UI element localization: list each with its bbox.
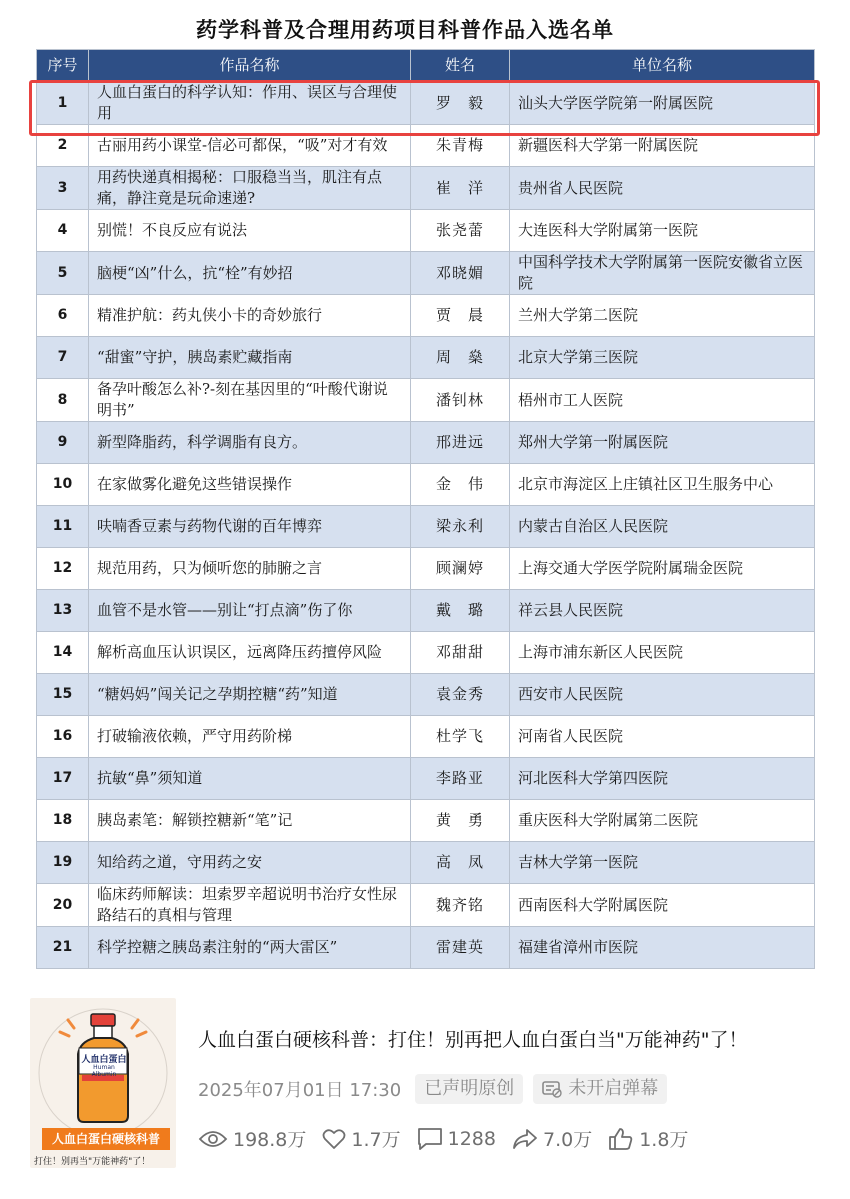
table-row (37, 632, 815, 674)
row-work-title: 呋喃香豆素与药物代谢的百年博弈 (89, 506, 411, 548)
danmaku-off-icon (542, 1080, 562, 1098)
row-author-name: 戴 璐 (411, 590, 510, 632)
table-row (37, 674, 815, 716)
row-index: 6 (37, 295, 89, 337)
table-row (37, 125, 815, 167)
row-index: 10 (37, 464, 89, 506)
row-author-name: 梁永利 (411, 506, 510, 548)
row-index: 7 (37, 337, 89, 379)
row-unit-name: 福建省漳州市医院 (510, 927, 815, 969)
row-work-title: 胰岛素笔：解锁控糖新“笔”记 (89, 800, 411, 842)
article-stats (198, 1125, 704, 1152)
article-thumbnail[interactable] (30, 998, 176, 1168)
column-header-unit: 单位名称 (510, 50, 815, 82)
row-author-name: 雷建英 (411, 927, 510, 969)
row-work-title: 别慌！不良反应有说法 (89, 210, 411, 252)
likes-count: 1.7万 (351, 1129, 401, 1151)
row-author-name: 贾 晨 (411, 295, 510, 337)
row-unit-name: 梧州市工人医院 (510, 379, 815, 422)
row-unit-name: 西南医科大学附属医院 (510, 884, 815, 927)
publish-date: 2025年07月01日 17:30 (198, 1080, 402, 1101)
row-work-title: 古丽用药小课堂-信必可都保，“吸”对才有效 (89, 125, 411, 167)
table-row (37, 82, 815, 125)
row-author-name: 崔 洋 (411, 167, 510, 210)
row-unit-name: 西安市人民医院 (510, 674, 815, 716)
row-work-title: 科学控糖之胰岛素注射的“两大雷区” (89, 927, 411, 969)
danmaku-badge-label: 未开启弹幕 (568, 1078, 659, 1099)
thumbnail-banner: 人血白蛋白硬核科普 (42, 1128, 170, 1150)
row-unit-name: 重庆医科大学附属第二医院 (510, 800, 815, 842)
views-stat (198, 1125, 306, 1152)
danmaku-badge[interactable] (533, 1074, 667, 1104)
comments-stat[interactable] (417, 1127, 496, 1151)
comments-count: 1288 (447, 1127, 496, 1150)
shares-count: 7.0万 (542, 1129, 593, 1151)
heart-icon (322, 1128, 346, 1150)
row-author-name: 顾澜婷 (411, 548, 510, 590)
row-index: 9 (37, 422, 89, 464)
row-author-name: 杜学飞 (411, 716, 510, 758)
selection-table (36, 49, 815, 969)
row-index: 12 (37, 548, 89, 590)
row-unit-name: 北京市海淀区上庄镇社区卫生服务中心 (510, 464, 815, 506)
original-badge (415, 1074, 523, 1104)
article-title[interactable]: 人血白蛋白硬核科普：打住！别再把人血白蛋白当"万能神药"了！ (198, 1029, 748, 1051)
row-index: 11 (37, 506, 89, 548)
row-work-title: 打破输液依赖，严守用药阶梯 (89, 716, 411, 758)
share-icon (512, 1128, 538, 1150)
row-author-name: 潘钊林 (411, 379, 510, 422)
table-row (37, 464, 815, 506)
article-meta (198, 1072, 677, 1106)
row-index: 20 (37, 884, 89, 927)
row-author-name: 朱青梅 (411, 125, 510, 167)
table-row (37, 295, 815, 337)
row-work-title: 规范用药，只为倾听您的肺腑之言 (89, 548, 411, 590)
row-work-title: “糖妈妈”闯关记之孕期控糖“药”知道 (89, 674, 411, 716)
table-row (37, 884, 815, 927)
table-row (37, 210, 815, 252)
row-index: 19 (37, 842, 89, 884)
row-index: 3 (37, 167, 89, 210)
row-index: 4 (37, 210, 89, 252)
row-unit-name: 大连医科大学附属第一医院 (510, 210, 815, 252)
row-index: 5 (37, 252, 89, 295)
row-work-title: 精准护航：药丸侠小卡的奇妙旅行 (89, 295, 411, 337)
row-unit-name: 吉林大学第一医院 (510, 842, 815, 884)
row-index: 1 (37, 82, 89, 125)
column-header-name: 姓名 (411, 50, 510, 82)
column-header-work: 作品名称 (89, 50, 411, 82)
table-row (37, 927, 815, 969)
row-unit-name: 北京大学第三医院 (510, 337, 815, 379)
row-index: 18 (37, 800, 89, 842)
row-index: 17 (37, 758, 89, 800)
row-unit-name: 河北医科大学第四医院 (510, 758, 815, 800)
thumbs-count: 1.8万 (639, 1129, 689, 1151)
row-unit-name: 新疆医科大学第一附属医院 (510, 125, 815, 167)
row-unit-name: 贵州省人民医院 (510, 167, 815, 210)
table-row (37, 842, 815, 884)
row-index: 8 (37, 379, 89, 422)
eye-icon (198, 1129, 228, 1149)
thumbs-up-icon (608, 1127, 634, 1151)
table-row (37, 422, 815, 464)
row-work-title: “甜蜜”守护，胰岛素贮藏指南 (89, 337, 411, 379)
row-author-name: 邢进远 (411, 422, 510, 464)
document-title: 药学科普及合理用药项目科普作品入选名单 (196, 18, 614, 42)
row-author-name: 黄 勇 (411, 800, 510, 842)
views-count: 198.8万 (233, 1129, 307, 1151)
article-card[interactable] (30, 998, 840, 1173)
row-work-title: 解析高血压认识误区，远离降压药擅停风险 (89, 632, 411, 674)
row-unit-name: 上海市浦东新区人民医院 (510, 632, 815, 674)
row-work-title: 脑梗“凶”什么，抗“栓”有妙招 (89, 252, 411, 295)
row-index: 15 (37, 674, 89, 716)
row-work-title: 人血白蛋白的科学认知：作用、误区与合理使用 (89, 82, 411, 125)
table-row (37, 337, 815, 379)
row-work-title: 备孕叶酸怎么补?-刻在基因里的“叶酸代谢说明书” (89, 379, 411, 422)
row-unit-name: 内蒙古自治区人民医院 (510, 506, 815, 548)
table-row (37, 506, 815, 548)
comment-icon (417, 1127, 443, 1151)
table-row (37, 252, 815, 295)
row-work-title: 抗敏“鼻”须知道 (89, 758, 411, 800)
row-unit-name: 中国科学技术大学附属第一医院安徽省立医院 (510, 252, 815, 295)
table-header-row (37, 50, 815, 82)
row-unit-name: 祥云县人民医院 (510, 590, 815, 632)
row-unit-name: 郑州大学第一附属医院 (510, 422, 815, 464)
table-body (37, 82, 815, 969)
row-author-name: 袁金秀 (411, 674, 510, 716)
table-row (37, 548, 815, 590)
row-author-name: 周 燊 (411, 337, 510, 379)
row-author-name: 高 凤 (411, 842, 510, 884)
row-unit-name: 河南省人民医院 (510, 716, 815, 758)
row-work-title: 临床药师解读：坦索罗辛超说明书治疗女性尿路结石的真相与管理 (89, 884, 411, 927)
row-index: 16 (37, 716, 89, 758)
row-index: 21 (37, 927, 89, 969)
original-badge-label: 已声明原创 (424, 1078, 515, 1099)
row-work-title: 在家做雾化避免这些错误操作 (89, 464, 411, 506)
bottle-label: 人血白蛋白 (81, 1055, 127, 1065)
table-row (37, 379, 815, 422)
row-index: 2 (37, 125, 89, 167)
table-row (37, 590, 815, 632)
row-work-title: 新型降脂药，科学调脂有良方。 (89, 422, 411, 464)
table-row (37, 758, 815, 800)
row-author-name: 张尧蕾 (411, 210, 510, 252)
row-unit-name: 兰州大学第二医院 (510, 295, 815, 337)
row-unit-name: 汕头大学医学院第一附属医院 (510, 82, 815, 125)
row-author-name: 邓晓媚 (411, 252, 510, 295)
row-author-name: 罗 毅 (411, 82, 510, 125)
row-work-title: 知给药之道，守用药之安 (89, 842, 411, 884)
shares-stat[interactable] (512, 1125, 592, 1152)
table-row (37, 167, 815, 210)
row-author-name: 魏齐铭 (411, 884, 510, 927)
row-author-name: 邓甜甜 (411, 632, 510, 674)
row-work-title: 血管不是水管——别让“打点滴”伤了你 (89, 590, 411, 632)
likes-stat[interactable] (322, 1125, 400, 1152)
thumbnail-caption: 打住！别再当"万能神药"了！ (34, 1157, 151, 1167)
table-row (37, 716, 815, 758)
row-work-title: 用药快递真相揭秘：口服稳当当，肌注有点痛，静注竟是玩命速递? (89, 167, 411, 210)
thumbs-stat[interactable] (608, 1125, 688, 1152)
row-index: 13 (37, 590, 89, 632)
column-header-index: 序号 (37, 50, 89, 82)
row-author-name: 金 伟 (411, 464, 510, 506)
row-unit-name: 上海交通大学医学院附属瑞金医院 (510, 548, 815, 590)
bottle-sublabel: Human Albumin (91, 1064, 117, 1078)
row-author-name: 李路亚 (411, 758, 510, 800)
row-index: 14 (37, 632, 89, 674)
table-row (37, 800, 815, 842)
